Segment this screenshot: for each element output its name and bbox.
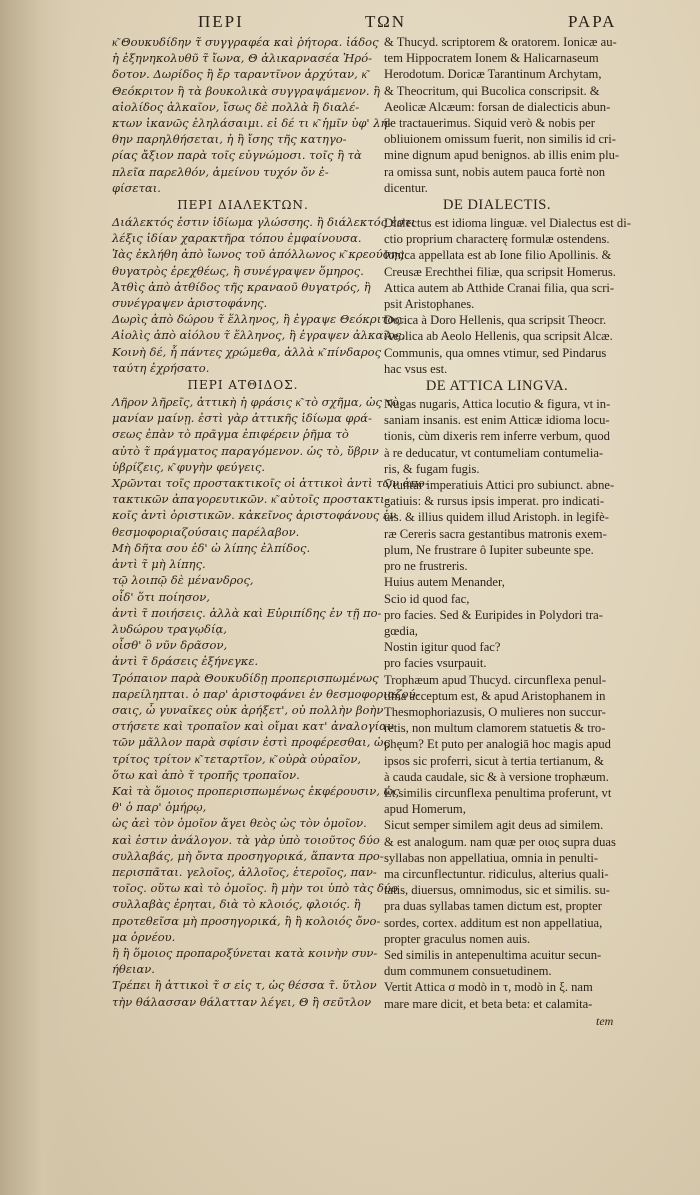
catchword: tem [596, 1014, 614, 1028]
text-line: tima acceptum est, & apud Aristophanem in [384, 688, 606, 703]
latin-text-column [384, 34, 631, 1012]
text-line: σεως ἐπὰν τὸ πρᾶγμα ἐπιφέρειν ῥῆμα τὸ [112, 427, 349, 442]
text-line: τακτικῶν ἀπαγορευτικῶν. κ͂ αὐτοῖς προστακτι- [112, 492, 389, 507]
text-line: Sicut semper similem agit deus ad similem. [384, 818, 604, 833]
text-line: Ionica appellata est ab Ione filio Apollinis. & [384, 248, 612, 263]
text-line: sordes, cortex. additum est non appellatiua, [384, 915, 603, 930]
text-line: τὴν θάλασσαν θάλατταν λέγει, Θ ἢ σεῦτλον [112, 994, 372, 1009]
text-line: θεσμοφοριαζούσαις παρέλαβον. [112, 524, 300, 539]
text-line: Attica autem ab Atthide Cranai filia, qua scri- [384, 280, 615, 295]
section-heading: ΠΕΡΙ ΑΤΘΙΔΟΣ. [187, 378, 299, 393]
text-line: τρίτος τρίτον κ͂ τεταρτῖον, κ͂ οὐρὰ οὐραῖον, [112, 751, 362, 766]
text-line: ἀντὶ τ̃ μὴ λίπης. [112, 557, 206, 572]
text-line: Δωρὶς ἀπὸ δώρου τ̃ ἕλληνος, ἢ ἐγραψε Θεόκριτος. [112, 312, 405, 327]
text-line: Aeolicæ Alcæum: forsan de dialecticis abun- [384, 99, 611, 114]
text-line: ὑβρίζεις, κ͂ φυγὴν φεύγεις. [112, 459, 266, 474]
text-line: ἢ ἢ ὅμοιος προπαροξύνεται κατὰ κοινὴν συν- [112, 945, 378, 960]
text-line: dum communem consuetudinem. [384, 964, 552, 979]
text-line: ἡ ἐξηνηκολυθῦ τ̃ ἴωνα, Θ ἀλικαρνασέα Ἡρό- [112, 51, 373, 66]
text-line: Aeolica ab Aeolo Hellenis, qua scripsit Alcæ. [384, 329, 613, 344]
text-line: οἶδ' ὅτι ποίησον, [112, 589, 210, 604]
text-line: συνέγραψεν ἀριστοφάνης. [112, 296, 268, 311]
text-line: mine dignum apud benignos. ab illis enim plu- [384, 148, 620, 163]
text-line: Ἀτθὶς ἀπὸ ἀτθίδος τῆς κραναοῦ θυγατρός, ἢ [112, 279, 371, 294]
text-line: Κοινὴ δέ, ἧ πάντες χρώμεθα, ἀλλὰ κ͂ πίνδαρος [112, 344, 382, 359]
text-line: Communis, qua omnes vtimur, sed Pindarus [384, 345, 607, 360]
running-head-middle: ΤΩΝ [365, 12, 406, 31]
text-line: φίσεται. [112, 180, 161, 195]
text-line: dicentur. [384, 180, 428, 195]
text-line: τῷ λοιπῷ δὲ μένανδρος, [112, 573, 254, 588]
text-line: Dorica à Doro Hellenis, qua scripsit Theocr. [384, 313, 607, 328]
running-head-right: ΡΑΡΑ [568, 12, 617, 31]
text-line: Dialectus est idioma linguæ. vel Dialectus est di- [384, 216, 631, 231]
text-line: apud Homerum, [384, 802, 466, 817]
text-line: παρείληπται. ὁ παρ' ἀριστοφάνει ἐν θεσμοφοριαζού- [112, 686, 420, 701]
text-line: de tractauerimus. Siquid verò & nobis per [384, 116, 595, 131]
text-line: δοτον. Δωρίδος ἢ ἔρ ταραντῖνον ἀρχύταν, κ͂ [112, 67, 367, 82]
text-line: καὶ ἐστιν ἀνάλογον. τὰ γὰρ ὑπὸ τοιοῦτος δύο [112, 832, 380, 847]
text-line: Thesmophoriazusis, O mulieres non succur- [384, 704, 606, 719]
text-line: Μὴ δῆτα σου ἐδ' ὠ λίπης ἐλπίδος. [112, 540, 311, 555]
text-line: pra duas syllabas tamen dictum est, propter [384, 899, 602, 914]
text-line: tem Hippocratem Ionem & Halicarnaseum [384, 51, 599, 66]
text-line: saniam insanis. est enim Atticæ idioma locu- [384, 413, 610, 428]
text-line: λυδώρου τραγῳδίᾳ, [112, 621, 227, 636]
text-line: οἶσθ' ὃ νῦν δρᾶσον, [112, 638, 228, 653]
text-line: Et similis circunflexa penultima proferunt, vt [384, 785, 612, 800]
text-line: Χρῶνται τοῖς προστακτικοῖς οἱ ἀττικοὶ ἀντὶ τῶν ἀπο- [112, 476, 429, 491]
text-line: αἰολίδος ἀλκαῖον, ἴσως δὲ πολλὰ ἢ διαλέ- [112, 99, 360, 114]
text-line: & Thucyd. scriptorem & oratorem. Ionicæ au- [384, 35, 617, 49]
text-line: ρίας ἄξιον παρὰ τοῖς εὐγνώμοσι. τοῖς ἢ τὰ [112, 148, 362, 163]
text-line: pro ne frustreris. [384, 559, 468, 574]
text-line: σαις, ὦ γυναῖκες οὐκ ἀρήξετ', οὐ πολλὴν βοὴν [112, 702, 384, 717]
section-heading: ΠΕΡΙ ΔΙΑΛΕΚΤΩΝ. [177, 198, 309, 213]
text-line: & Theocritum, qui Bucolica conscripsit. & [384, 83, 600, 98]
text-line: gatiuis: & rursus ipsis imperat. pro indicati- [384, 494, 605, 509]
text-line: Αἰολὶς ἀπὸ αἰόλου τ̃ ἕλληνος, ἢ ἐγραψεν ἀλκαῖος. [112, 328, 405, 343]
text-line: Τρέπει ἢ ἀττικοὶ τ̃ σ εἰς τ, ὡς θέσσα τ̃. ὕτλον [112, 978, 377, 993]
text-line: προτεθεῖσα μὴ προσηγορικά, ἢ ἢ κολοιός ὄνο- [112, 913, 381, 928]
text-line: ipsos sic proferri, sicut à tertia tertianum, & [384, 753, 604, 768]
running-head-left: ΠΕΡΙ [198, 12, 244, 31]
text-line: πλεῖα παρελθόν, ἀμείνου τυχόν ὄν ἐ- [112, 164, 329, 179]
text-line: τοῖος. οὕτω καὶ τὸ ὁμοῖος. ἢ μὴν τοι ὑπὸ τὰς δύο [112, 881, 398, 896]
text-line: Sed similis in antepenultima acuitur secun- [384, 947, 602, 962]
text-line: ræ Cereris sacra gestantibus matronis exem- [384, 526, 607, 541]
text-line: Creusæ Erechthei filiæ, qua scripsit Homerus. [384, 264, 616, 279]
text-line: Θεόκριτον ἢ τὰ βουκολικὰ συγγραψάμενον. ἢ [112, 83, 381, 98]
text-line: ἀντὶ τ̃ δράσεις ἐξήνεγκε. [112, 654, 259, 669]
binding-gutter [0, 0, 70, 1195]
text-line: plum, Ne frustrare ô Iupiter subeunte spe. [384, 542, 594, 557]
text-line: θ' ὁ παρ' ὁμήρῳ, [112, 800, 207, 815]
text-line: ταύτη ἐχρήσατο. [112, 360, 210, 375]
text-line: λέξις ἰδίαν χαρακτῆρα τόπου ἐμφαίνουσα. [112, 231, 362, 246]
text-line: ὡς ἀεὶ τὸν ὁμοῖον ἄγει θεὸς ὡς τὸν ὁμοῖον. [112, 816, 367, 831]
text-line: pro facies. Sed & Euripides in Polydori tra- [384, 607, 603, 622]
text-line: θυγατρὸς ἐρεχθέως, ἢ συνέγραψεν ὅμηρος. [112, 263, 364, 278]
text-line: tatis, diuersus, omnimodus, sic et similis. su- [384, 883, 610, 898]
text-line: κ͂ Θουκυδίδην τ̃ συγγραφέα καὶ ῥήτορα. ἰάδος [112, 35, 379, 49]
text-line: propter graculus nomen auis. [384, 931, 531, 946]
text-line: Trophæum apud Thucyd. circunflexa penul- [384, 672, 607, 687]
text-line: τῶν μᾶλλον παρὰ σφίσιν ἐστὶ προφέρεσθαι, ὡς [112, 735, 390, 750]
section-heading: DE DIALECTIS. [443, 197, 551, 214]
text-line: Καὶ τὰ ὅμοιος προπερισπωμένως ἐκφέρουσιν, ὡς [112, 783, 400, 798]
text-line: Herodotum. Doricæ Tarantinum Archytam, [384, 67, 602, 82]
text-line: uis. & illius quidem illud Aristoph. in legifè- [384, 510, 609, 525]
text-line: μα ὀρνέου. [112, 929, 176, 944]
text-line: Λῆρον λῆρεῖς, ἀττικὴ ἡ φράσις κ͂ τὸ σχῆμα, ὡς τὸ [112, 395, 399, 410]
text-line: mare mare dicit, et beta beta: et calamita- [384, 996, 593, 1011]
text-line: κοῖς ἀντὶ ὁριστικῶν. κἀκεῖνος ἀριστοφάνους ἐν [112, 508, 397, 523]
text-line: μανίαν μαίνῃ. ἐστὶ γὰρ ἀττικῆς ἰδίωμα φρά- [112, 411, 372, 426]
text-line: Nugas nugaris, Attica locutio & figura, vt in- [384, 397, 611, 412]
text-line: phęum? Et puto per analogiā hoc magis apud [384, 737, 611, 752]
text-line: Nostin igitur quod fac? [384, 640, 501, 655]
text-line: θην παρηλθήσεται, ἡ ἢ ἴσης τῆς κατηγο- [112, 132, 347, 147]
text-line: Scio id quod fac, [384, 591, 470, 606]
text-line: ὅτω καὶ ἀπὸ τ̃ τροπῆς τροπαῖον. [112, 767, 300, 782]
text-line: Διάλεκτός ἐστιν ἰδίωμα γλώσσης. ἢ διάλεκτός ἐστι [112, 215, 416, 230]
text-line: Vtuntur imperatiuis Attici pro subiunct. abne- [384, 478, 615, 493]
text-line: & est analogum. nam quæ per οιος supra duas [384, 834, 616, 849]
text-line: Ἰὰς ἐκλήθη ἀπὸ ἴωνος τοῦ ἀπόλλωνος κ͂ κρεούσης [112, 247, 404, 262]
text-line: ήθειαν. [112, 962, 155, 977]
text-line: à re deducatur, vt contumeliam contumelia- [384, 445, 604, 460]
text-line: κτων ἱκανῶς ἐληλάσαιμι. εἰ δέ τι κ͂ ἡμῖν ὑφ' λή- [112, 116, 392, 131]
text-line: ἀντὶ τ̃ ποιήσεις. ἀλλὰ καὶ Εὐριπίδης ἐν τῇ πο- [112, 605, 382, 620]
text-line: hac vsus est. [384, 361, 448, 376]
text-line: tionis, cùm dixeris rem inferre verbum, quod [384, 429, 610, 444]
text-line: συλλαβάς, μὴ ὄντα προσηγορικά, ἅπαντα προ- [112, 848, 384, 863]
text-line: pro facies vsurpauit. [384, 656, 487, 671]
text-line: obliuionem omissum fuerit, non similis id cri- [384, 132, 616, 147]
text-line: συλλαβὰς ἐρηται, διὰ τὸ κλοιός, φλοιός. ἢ [112, 897, 361, 912]
text-line: αὐτὸ τ̃ πράγματος παραγόμενον. ὡς τὸ, ὕβριν [112, 443, 379, 458]
text-line: psit Aristophanes. [384, 297, 475, 312]
text-line: περισπᾶται. γελοῖος, ἀλλοῖος, ἑτεροῖος, παν- [112, 864, 377, 879]
text-line: ris, & fugam fugis. [384, 461, 480, 476]
text-line: ctio proprium characterę formulæ ostendens. [384, 232, 610, 247]
text-line: retis, non multum clamorem statuetis & tro- [384, 721, 606, 736]
text-line: syllabas non appellatiua, omnia in penulti- [384, 850, 599, 865]
text-line: gœdia, [384, 623, 418, 638]
text-line: ra omissa sunt, nobis autem pauca fortè non [384, 164, 606, 179]
section-heading: DE ATTICA LINGVA. [425, 378, 569, 395]
text-line: ma circunflectuntur. ridiculus, alterius quali- [384, 866, 609, 881]
text-line: Vertit Attica σ modò in τ, modò in ξ. nam [384, 980, 593, 995]
text-line: à cauda caudale, sic & à versione trophæum. [384, 769, 609, 784]
text-line: Τρόπαιον παρὰ Θουκυδίδῃ προπερισπωμένως [112, 670, 379, 685]
text-line: στήσετε καὶ τροπαῖον καὶ οἴμαι κατ' ἀναλογίαν [112, 719, 394, 734]
text-line: Huius autem Menander, [384, 575, 505, 590]
